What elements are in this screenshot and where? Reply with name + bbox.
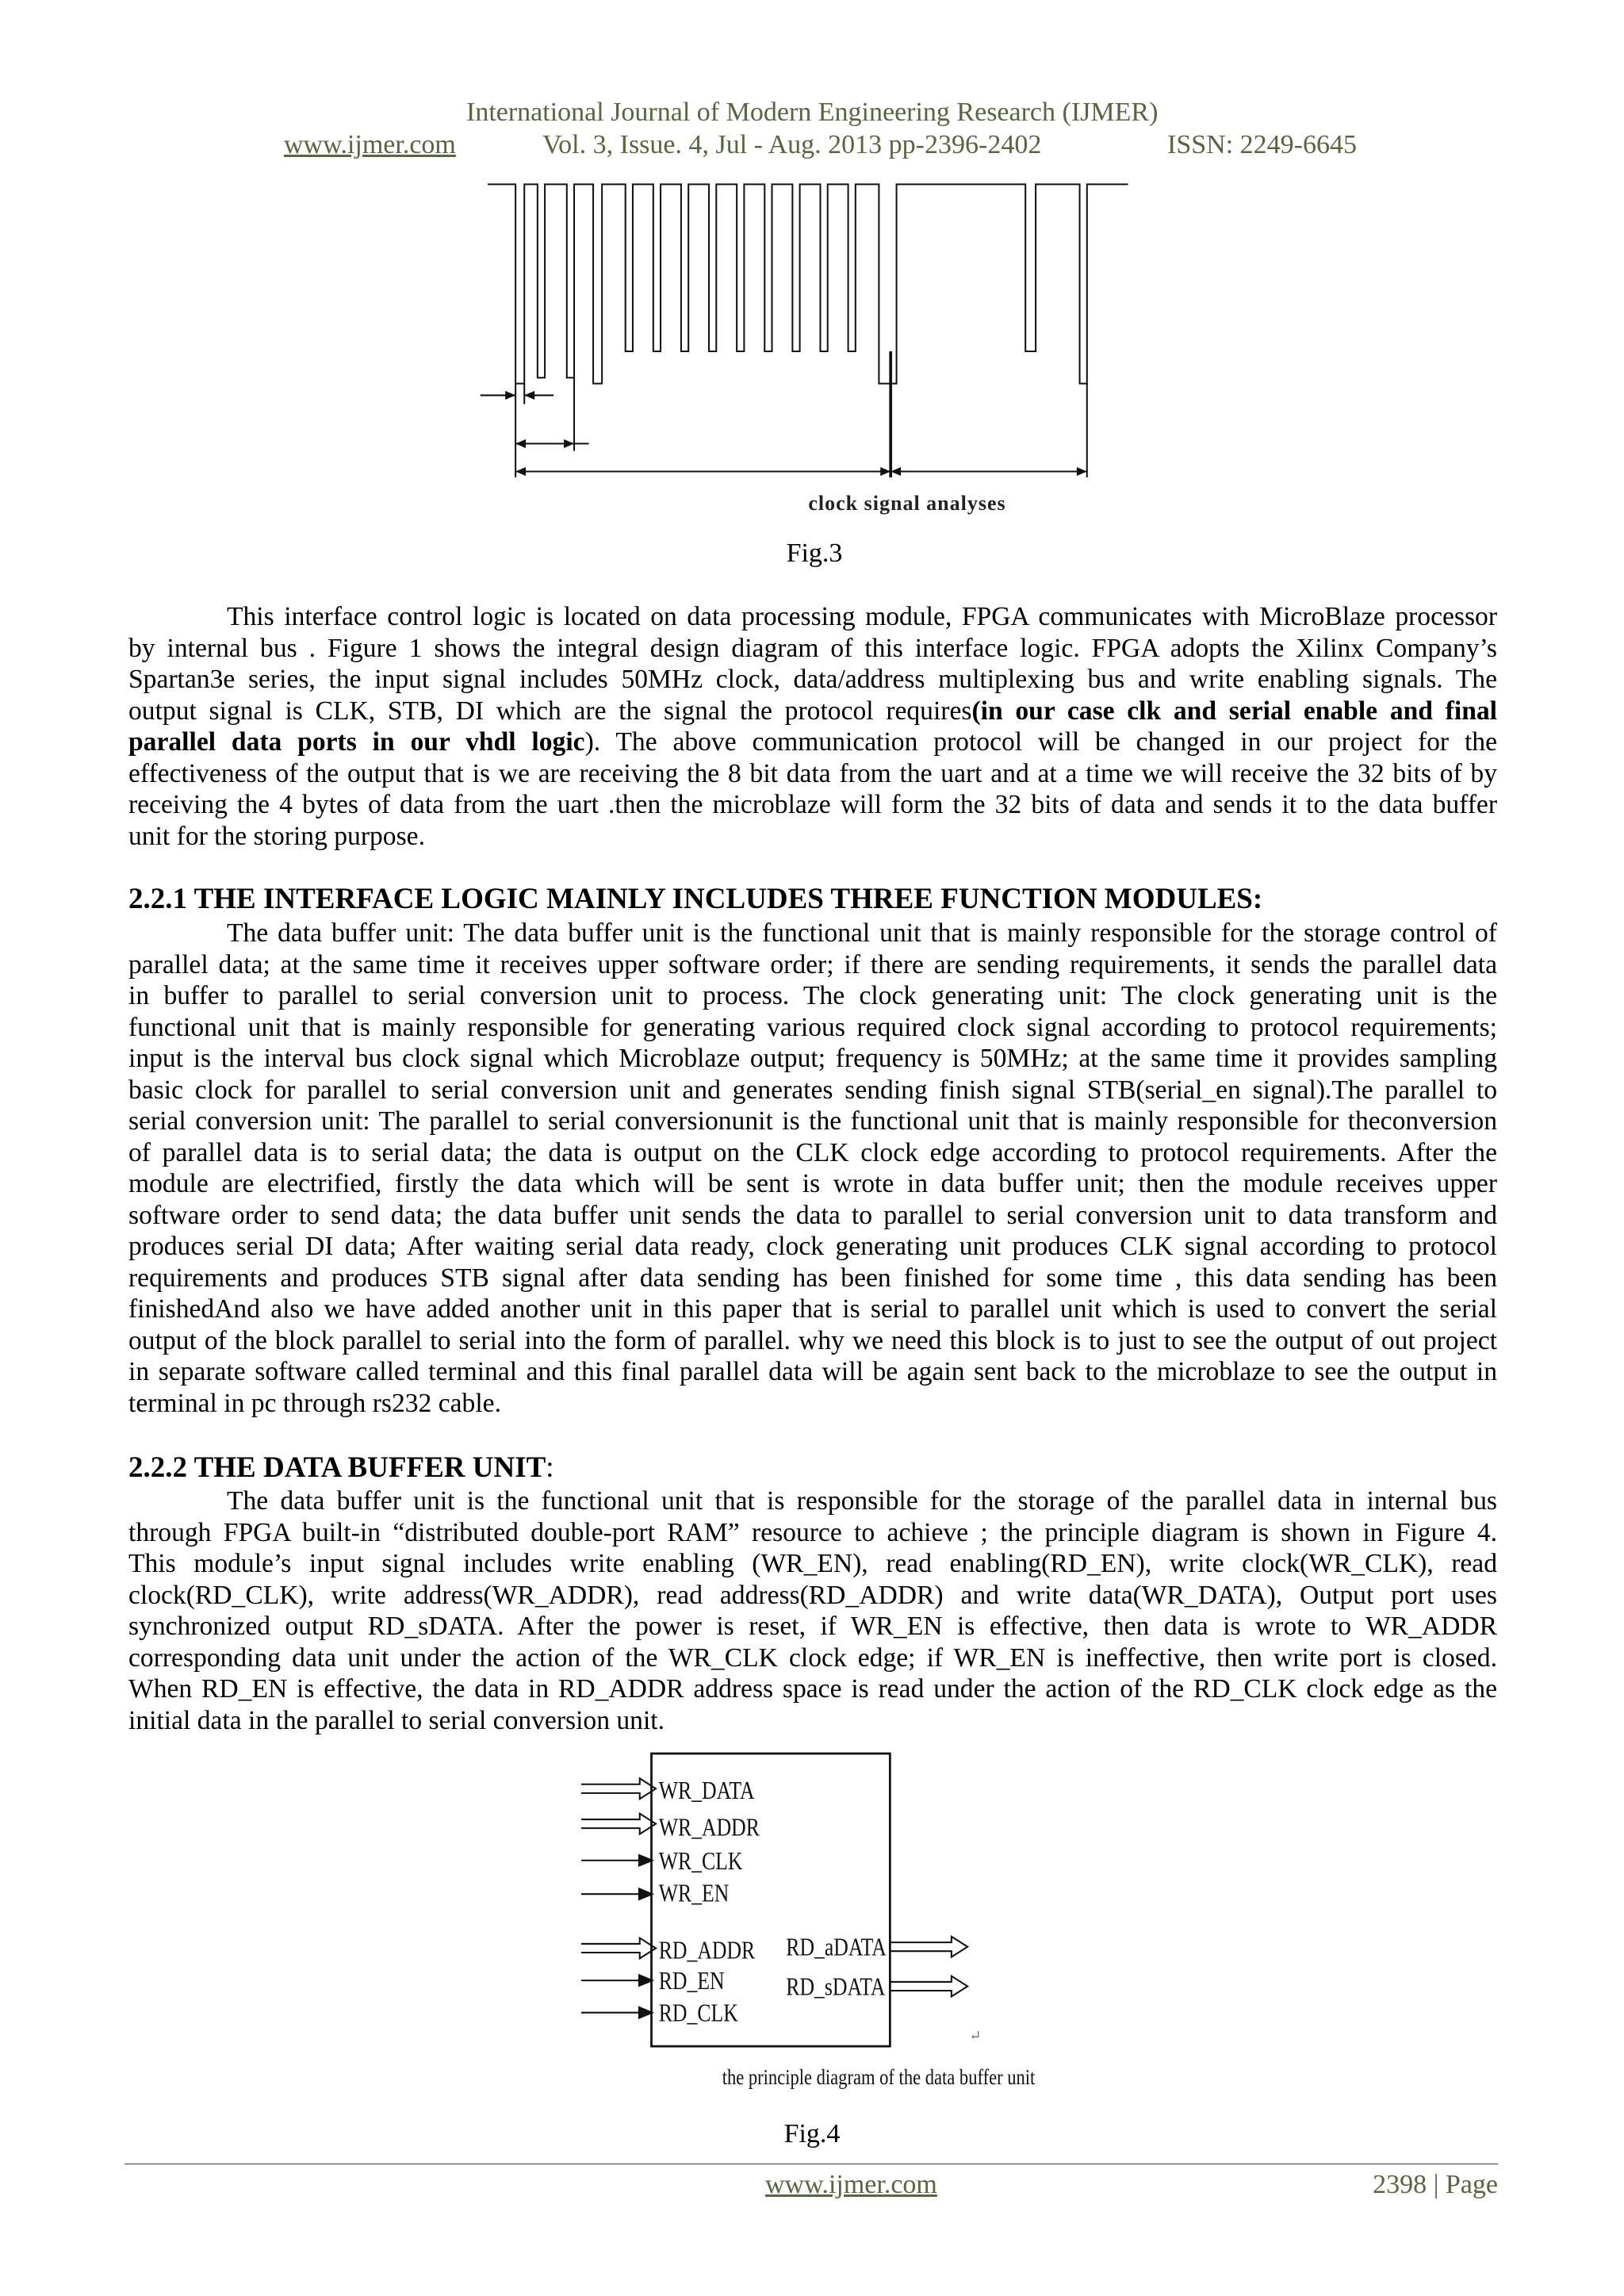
arrowheads — [505, 391, 1087, 476]
signal-label-wr-en: WR_EN — [658, 1880, 730, 1908]
text-line: parallel data; at the same time it receives upper software order; if there are sending requirements, it sends the parallel data — [128, 949, 1497, 979]
clock-waveform — [488, 184, 1128, 383]
bus-output-arrow — [890, 1976, 967, 1997]
bus-input-arrow — [581, 1814, 656, 1834]
issn: ISSN: 2249-6645 — [1167, 130, 1357, 159]
paragraph-mark: ↵ — [969, 2027, 982, 2044]
text-line: serial conversion unit: The parallel to serial conversionunit is the functional unit that is mainly responsible for theconversion — [128, 1106, 1497, 1136]
paragraph-data-buffer-unit — [128, 1485, 1497, 1736]
arrowhead — [1077, 467, 1087, 476]
text-line: finishedAnd also we have added another unit in this paper that is serial to parallel unit which is used to convert the serial — [128, 1294, 1497, 1324]
signal-label-wr-addr: WR_ADDR — [658, 1814, 760, 1842]
text-line: basic clock for parallel to serial conversion unit and generates sending finish signal STB(serial_en signal).The parallel to — [128, 1075, 1497, 1105]
text-line: effectiveness of the output that is we are receiving the 8 bit data from the uart and at a time we will receive the 32 bits of by — [128, 758, 1497, 788]
figure-3-clock-diagram — [469, 168, 1143, 486]
bold-text-run: (in our case clk and serial enable and final — [971, 696, 1497, 726]
signal-label-wr-data: WR_DATA — [658, 1777, 755, 1805]
paragraph-interface-logic — [128, 601, 1497, 852]
figure-4-label: Fig.4 — [783, 2119, 841, 2148]
paragraph-function-modules — [128, 918, 1497, 1419]
signal-label-rd-sdata: RD_sDATA — [786, 1973, 886, 2002]
arrowhead — [515, 439, 526, 448]
figure-3-label: Fig.3 — [786, 539, 843, 568]
page-number: 2398 | Page — [1373, 2170, 1498, 2199]
volume-info: Vol. 3, Issue. 4, Jul - Aug. 2013 pp-2396-2402 — [542, 130, 1042, 159]
journal-title: International Journal of Modern Engineering Research (IJMER) — [466, 98, 1159, 127]
text-line: corresponding data unit under the action of the WR_CLK clock edge; if WR_EN is ineffective, then write port is closed. — [128, 1642, 1497, 1673]
text-line: requirements and produces STB signal after data sending has been finished for some time , this data sending has been — [128, 1263, 1497, 1293]
footer-website-link[interactable]: www.ijmer.com — [765, 2170, 937, 2199]
section-heading-colon: : — [546, 1451, 554, 1484]
text-line: This interface control logic is located on data processing module, FPGA communicates with MicroBlaze processor — [227, 602, 1497, 631]
text-line: initial data in the parallel to serial conversion unit. — [128, 1705, 665, 1735]
bold-text-run: parallel data ports in our vhdl logic — [128, 727, 585, 757]
clock-waveform-group — [481, 184, 1128, 477]
text-line: unit for the storing purpose. — [128, 821, 425, 851]
text-line: functional unit that is mainly responsible for generating various required clock signal according to protocol requirements; — [128, 1012, 1497, 1042]
text-run: ). The above communication protocol will be changed in our project for the — [584, 727, 1497, 757]
arrowhead — [891, 467, 901, 476]
bus-input-arrow — [581, 1938, 656, 1959]
arrowhead — [505, 391, 515, 400]
text-line: output of the block parallel to serial into the form of parallel. why we need this block is to just to see the output of out project — [128, 1325, 1497, 1355]
text-line: module are electrified, firstly the data which will be sent is wrote in data buffer unit; then the module receives upper — [128, 1169, 1497, 1198]
text-line: receiving the 4 bytes of data from the uart .then the microblaze will form the 32 bits of data and sends it to the data buffer — [128, 790, 1497, 819]
text-line: terminal in pc through rs232 cable. — [128, 1388, 501, 1418]
text-line: Spartan3e series, the input signal includes 50MHz clock, data/address multiplexing bus and write enabling signals. The — [128, 665, 1497, 694]
text-line: When RD_EN is effective, the data in RD_ADDR address space is read under the action of the RD_CLK clock edge as the — [128, 1674, 1497, 1704]
text-line: of parallel data is to serial data; the data is output on the CLK clock edge according to protocol requirements. After the — [128, 1137, 1497, 1167]
text-line — [128, 696, 1497, 727]
figure-4-inner-caption: the principle diagram of the data buffer unit — [722, 2065, 1036, 2089]
section-heading-2-2-2 — [128, 1451, 554, 1485]
arrowhead — [564, 439, 574, 448]
signal-label-rd-addr: RD_ADDR — [658, 1937, 756, 1965]
text-line: The data buffer unit: The data buffer unit is the functional unit that is mainly responsible for the storage control of — [227, 918, 1497, 948]
arrowhead — [880, 467, 891, 476]
signal-label-rd-clk: RD_CLK — [658, 1999, 738, 2028]
text-line: clock(RD_CLK), write address(WR_ADDR), read address(RD_ADDR) and write data(WR_DATA), Output port uses — [128, 1580, 1497, 1610]
text-line: The data buffer unit is the functional unit that is responsible for the storage of the parallel data in internal bus — [227, 1486, 1497, 1516]
signal-label-wr-clk: WR_CLK — [658, 1847, 743, 1876]
section-heading-text: 2.2.2 THE DATA BUFFER UNIT — [128, 1451, 546, 1484]
text-line: through FPGA built-in “distributed double-port RAM” resource to achieve ; the principle diagram is shown in Figure 4. — [128, 1517, 1497, 1547]
text-run: output signal is CLK, STB, DI which are the signal the protocol requires — [128, 696, 972, 726]
text-line: in buffer to parallel to serial conversion unit to process. The clock generating unit: The clock generating unit is the — [128, 981, 1497, 1010]
figure-3-inner-caption: clock signal analyses — [808, 492, 1006, 515]
bus-input-arrow — [581, 1778, 656, 1799]
signal-label-rd-adata: RD_aDATA — [786, 1934, 887, 1962]
text-line: This module’s input signal includes write enabling (WR_EN), read enabling(RD_EN), write clock(WR_CLK), read — [128, 1549, 1497, 1578]
text-line — [128, 726, 1497, 758]
bus-output-arrow — [890, 1937, 967, 1957]
figure-4-buffer-diagram — [571, 1743, 988, 2058]
text-line: input is the interval bus clock signal which Microblaze output; frequency is 50MHz; at the same time it provides sampling — [128, 1044, 1497, 1073]
text-line: by internal bus . Figure 1 shows the integral design diagram of this interface logic. FPGA adopts the Xilinx Company’s — [128, 633, 1497, 663]
arrowhead — [515, 467, 526, 476]
text-line: in separate software called terminal and this final parallel data will be again sent back to the microblaze to see the output in — [128, 1357, 1497, 1386]
journal-website-link[interactable]: www.ijmer.com — [284, 130, 456, 159]
arrowhead — [524, 391, 534, 400]
text-line: synchronized output RD_sDATA. After the power is reset, if WR_EN is effective, then data is wrote to WR_ADDR — [128, 1612, 1497, 1641]
text-line: produces serial DI data; After waiting serial data ready, clock generating unit produces CLK signal according to protocol — [128, 1232, 1497, 1261]
section-heading-2-2-1: 2.2.1 THE INTERFACE LOGIC MAINLY INCLUDES THREE FUNCTION MODULES: — [128, 883, 1263, 915]
signal-label-rd-en: RD_EN — [658, 1967, 725, 1995]
text-line: software order to send data; the data buffer unit sends the data to parallel to serial conversion unit to data transform and — [128, 1200, 1497, 1230]
